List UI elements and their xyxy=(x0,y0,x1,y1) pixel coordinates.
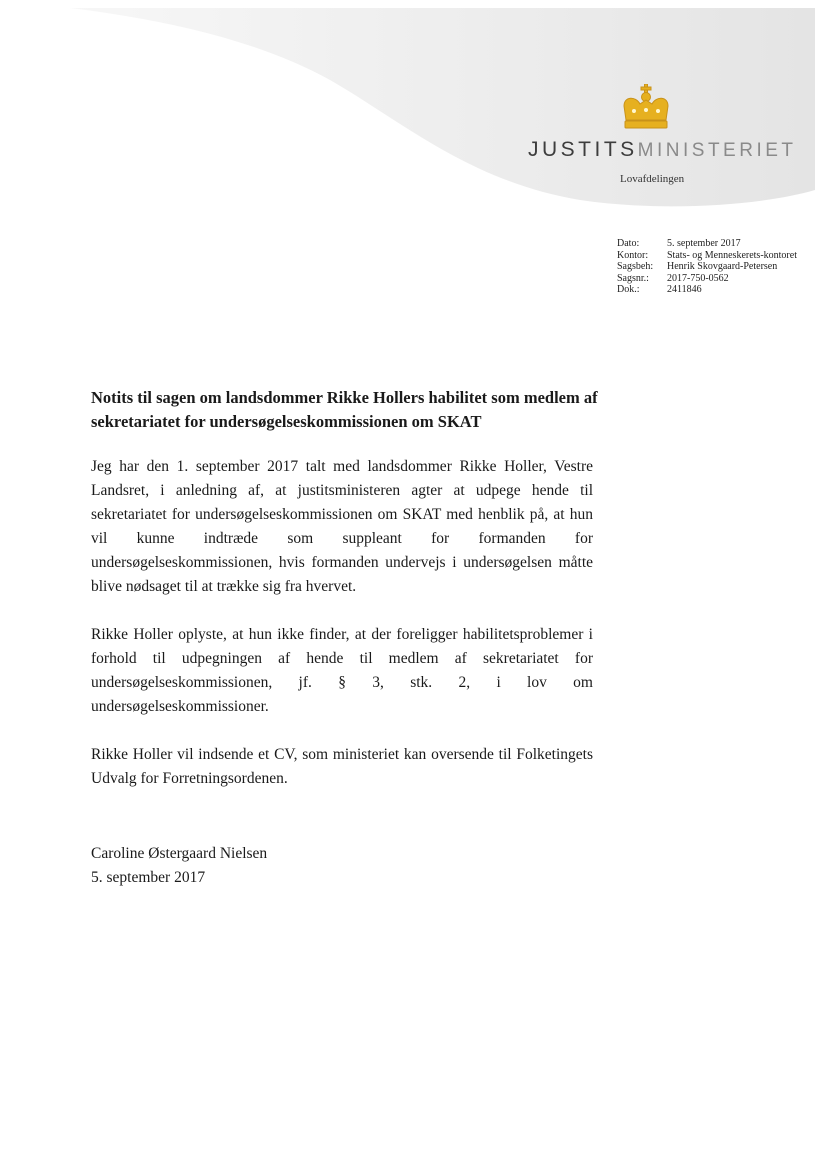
meta-value: Henrik Skovgaard-Petersen xyxy=(667,261,778,272)
body-paragraph: Jeg har den 1. september 2017 talt med landsdommer Rikke Holler, Vestre Landsret, i anledning af, at justitsministeren agter at udpege hende til sekretariatet for undersøgelseskommissionen om SKAT med henblik på, at hun vil kunne indtræde som suppleant for formanden for undersøgelseskommissionen, hvis formanden undervejs i undersøgelsen måtte blive nødsaget til at trække sig fra hvervet. xyxy=(91,458,593,595)
body-paragraph: Rikke Holler vil indsende et CV, som ministeriet kan oversende til Folketingets Udvalg for Forretningsordenen. xyxy=(91,746,593,787)
meta-value: 5. september 2017 xyxy=(667,238,741,249)
signature-name: Caroline Østergaard Nielsen xyxy=(91,845,268,862)
meta-key: Kontor: xyxy=(617,249,649,261)
meta-value: 2411846 xyxy=(667,284,702,295)
meta-row-office xyxy=(617,250,817,262)
document-body xyxy=(91,455,593,815)
signature-block xyxy=(91,842,267,890)
meta-row-document xyxy=(617,284,817,296)
logo-text-justits: JUSTITS xyxy=(528,138,638,161)
meta-row-caseworker xyxy=(617,261,817,273)
case-metadata xyxy=(617,238,817,296)
meta-key: Sagsbeh: xyxy=(617,261,654,272)
signature-date: 5. september 2017 xyxy=(91,869,206,886)
crown-logo-icon xyxy=(616,84,676,134)
meta-row-case-number xyxy=(617,273,817,285)
logo-text-ministeriet: MINISTERIET xyxy=(637,140,797,161)
document-title: Notits til sagen om landsdommer Rikke Hollers habilitet som medlem af sekretariatet for undersøgelseskommissionen om SKAT xyxy=(91,388,598,431)
meta-key: Sagsnr.: xyxy=(617,272,649,284)
meta-row-date xyxy=(617,238,817,250)
department-name: Lovafdelingen xyxy=(620,173,685,185)
meta-value: Stats- og Menneskerets-kontoret xyxy=(667,249,797,261)
ministry-logo xyxy=(528,138,797,162)
header-swoosh xyxy=(0,0,828,220)
meta-key: Dok.: xyxy=(617,284,640,295)
body-paragraph: Rikke Holler oplyste, at hun ikke finder, at der foreligger habilitetsproblemer i forhold til udpegningen af hende til medlem af sekretariatet for undersøgelseskommissionen, jf. § 3, stk. 2, i lov om undersøgelseskommissioner. xyxy=(91,626,593,715)
meta-value: 2017-750-0562 xyxy=(667,272,729,284)
meta-key: Dato: xyxy=(617,238,640,249)
